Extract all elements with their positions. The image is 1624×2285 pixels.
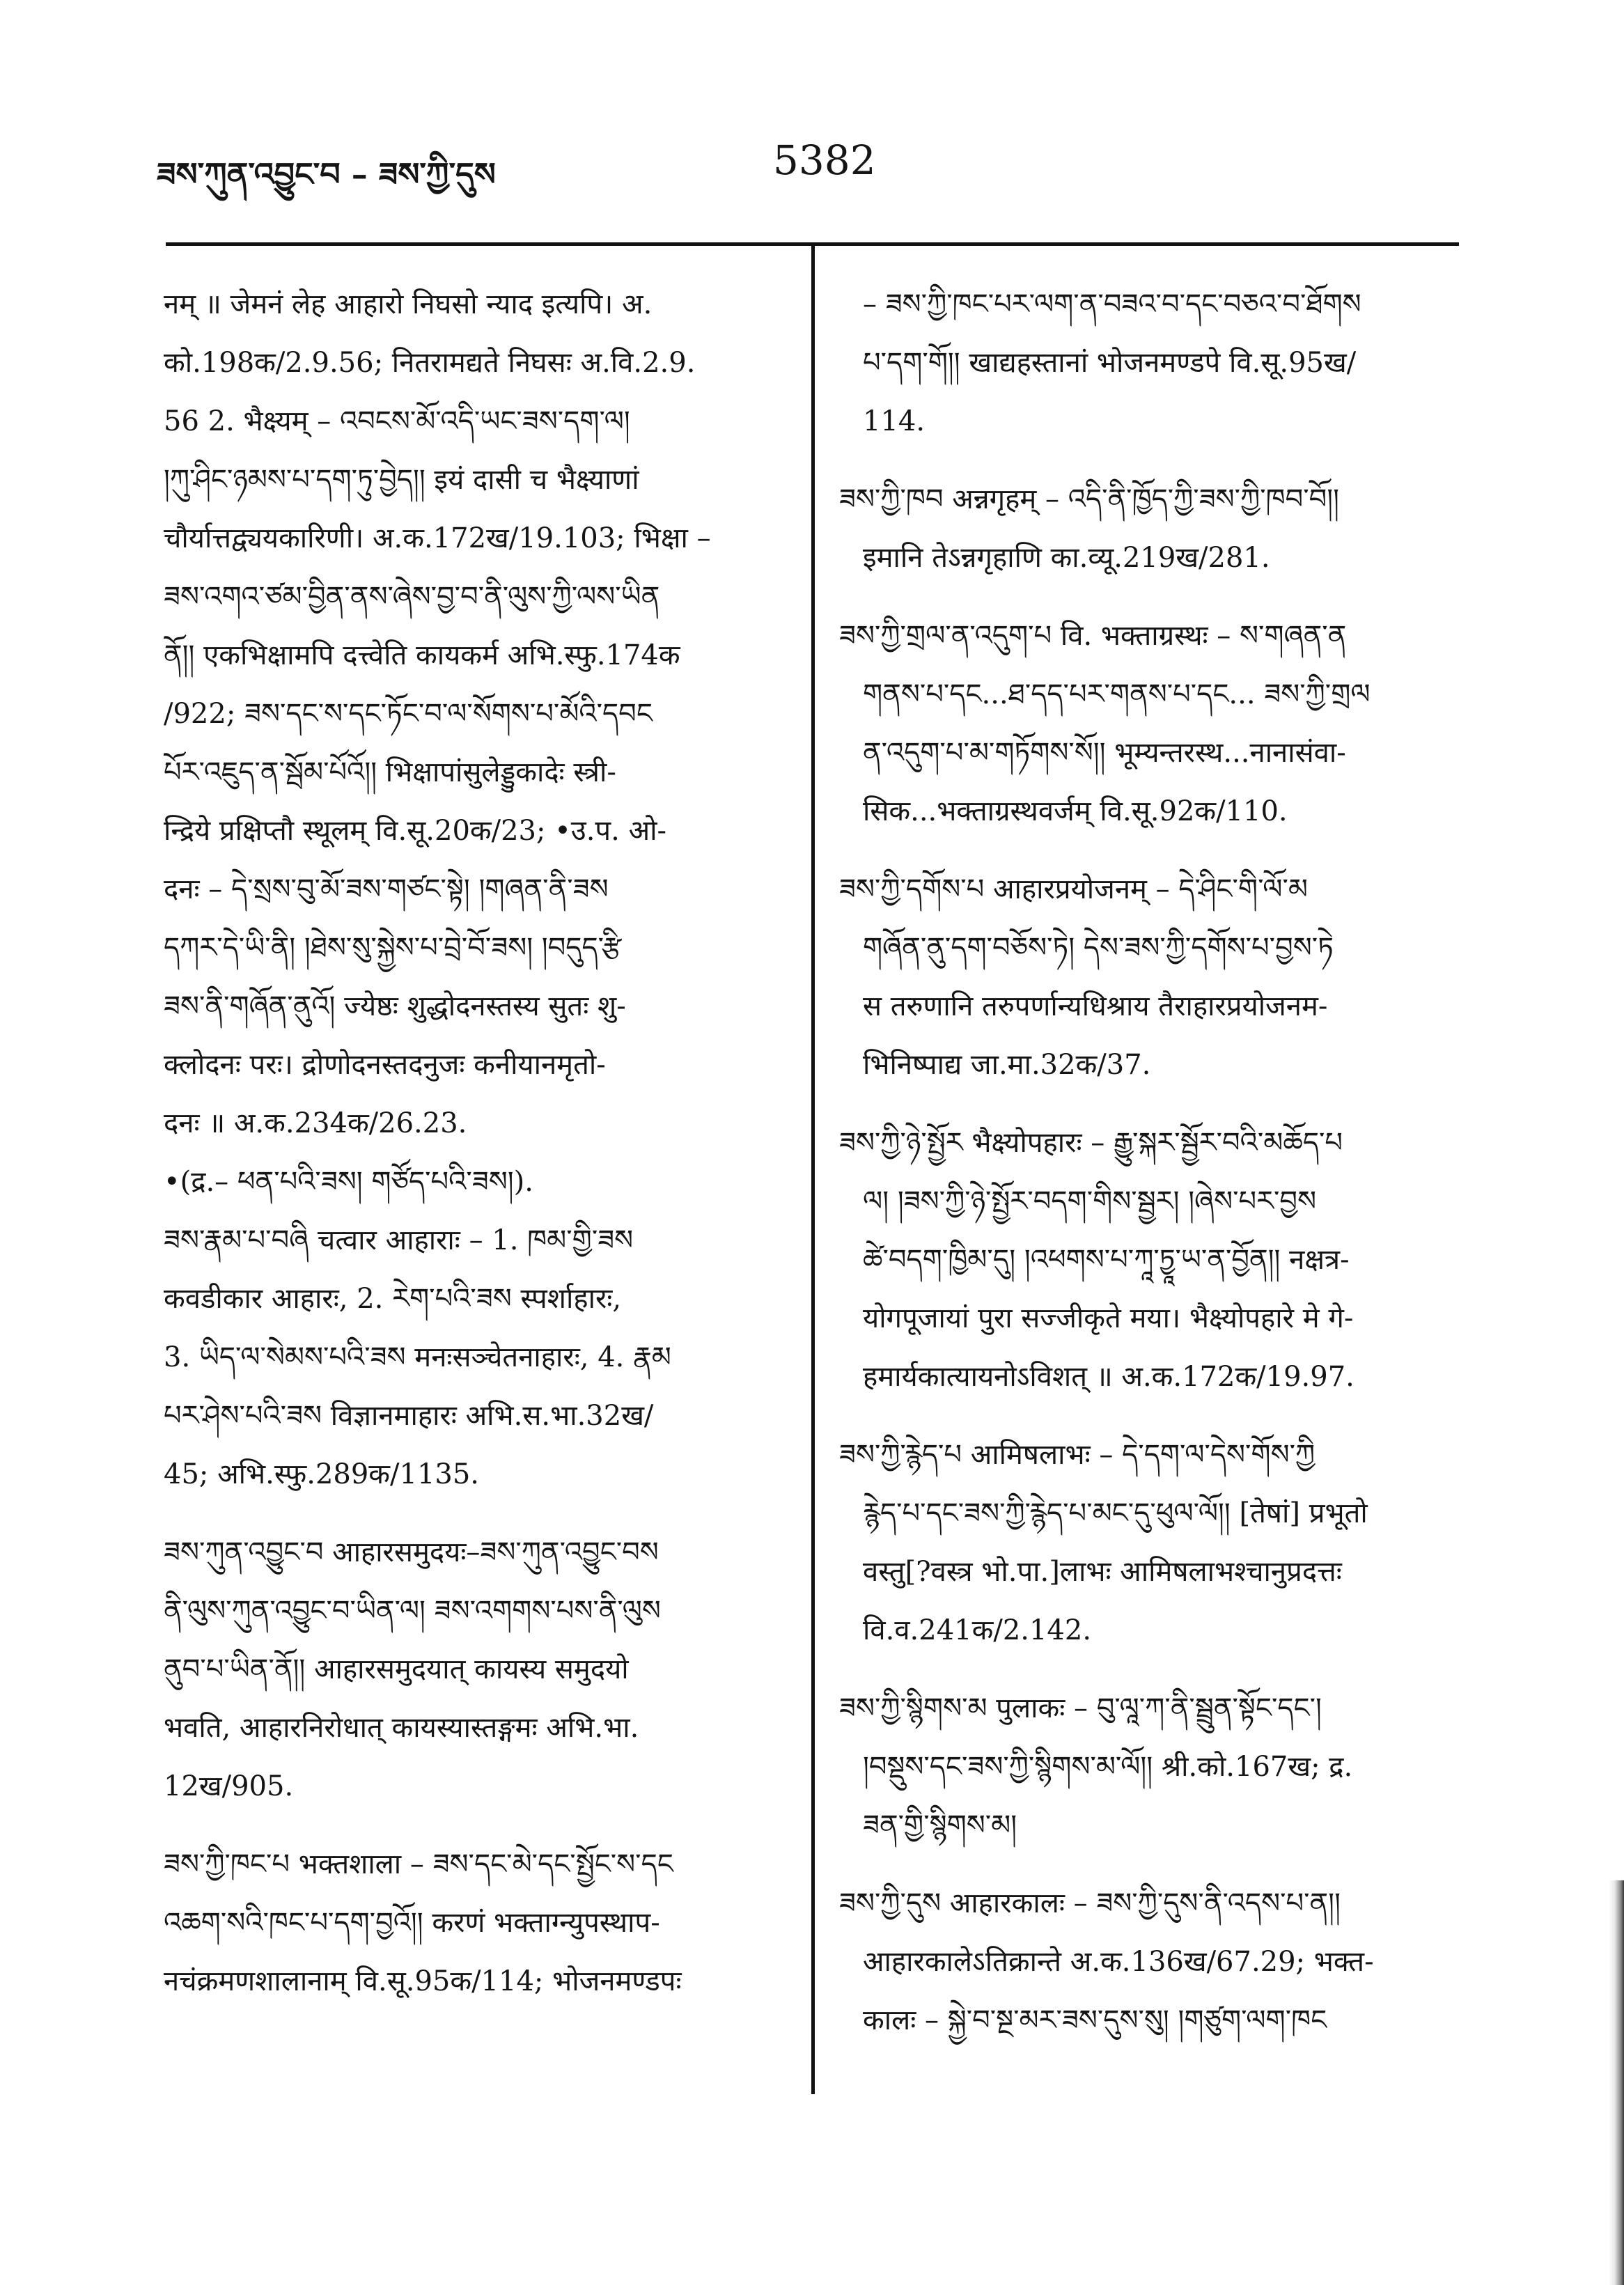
text-line: པོར་འཇུད་ན་སྦོམ་པོའོ།། भिक्षापांसुलेड्डुकादेः स्त्री- — [164, 756, 616, 788]
text-line: /922; ཟས་དང་ས་དང་ཏོང་བ་ལ་སོགས་པ་མོའི་དབང — [164, 698, 653, 730]
running-head: ཟས་ཀུན་འབྱུང་བ – ཟས་ཀྱི་དུས — [157, 155, 496, 193]
entry-gap — [164, 1816, 790, 1835]
text-line: རྙེད་པ་དང་ཟས་ཀྱི་རྙེད་པ་མང་དུ་ཕུལ་ལོ།། [तेषां] प्रभूतो — [863, 1497, 1368, 1529]
entry-headword-line: ཟས་ཀྱི་རྙེད་པ आमिषलाभः – དེ་དག་ལ་དེས་གོས་ཀྱི — [839, 1439, 1315, 1471]
text-line: དཀར་དེ་ཡི་ནི། །ཐེས་སུ་སྐྱེས་པ་བྲེ་བོ་ཟས། །བདུད་རྩི — [164, 932, 622, 964]
text-line: ན་འདུག་པ་མ་གཏོགས་སོ།། भूम्यन्तरस्थ...नानासंवा- — [863, 737, 1346, 769]
text-line: नम् ॥ जेमनं लेह आहारो निघसो न्याद इत्यपि। अ. — [164, 288, 653, 320]
text-line: གནས་པ་དང...ཐ་དད་པར་གནས་པ་དང... ཟས་ཀྱི་གྲལ — [863, 678, 1371, 710]
text-line: །བསྡུས་དང་ཟས་ཀྱི་སྙིགས་མ་ལོ།། श्री.को.167ख; द्र. — [863, 1751, 1353, 1783]
entry-headword-line: ཟས་ཀུན་འབྱུང་བ आहारसमुदयः–ཟས་ཀུན་འབྱུང་བས — [164, 1536, 659, 1568]
text-line: 3. ཡིད་ལ་སེམས་པའི་ཟས मनःसञ्चेतनाहारः, 4. རྣམ — [164, 1341, 671, 1373]
entry-headword-line: ཟས་རྣམ་པ་བཞི चत्वार आहाराः – 1. ཁམ་གྱི་ཟས — [164, 1224, 634, 1256]
entry-headword-line: ཟས་ཀྱི་གྲལ་ན་འདུག་པ वि. भक्ताग्रस्थः – ས་གཞན་ན — [839, 620, 1347, 652]
text-line: नचंक्रमणशालानाम् वि.सू.95क/114; भोजनमण्डपः — [164, 1965, 682, 1997]
text-line: आहारकालेऽतिक्रान्ते अ.क.136ख/67.29; भक्त- — [863, 1946, 1374, 1978]
entry-headword-line: ཟས་ཀྱི་དགོས་པ आहारप्रयोजनम् – དེ་ཤིང་གི་ལོ་མ — [839, 873, 1308, 905]
entry-gap — [839, 1406, 1459, 1426]
entry-gap — [839, 587, 1459, 607]
entry-gap — [839, 1855, 1459, 1874]
text-line: •(द्र.– ཕན་པའི་ཟས། གཙོད་པའི་ཟས།). — [164, 1166, 533, 1198]
text-line: – ཟས་ཀྱི་ཁང་པར་ལག་ན་བཟའ་བ་དང་བཅའ་བ་ཐོགས — [863, 288, 1361, 320]
text-line: ནོ།། एकभिक्षामपि दत्त्वेति कायकर्म अभि.स्फु.174क — [164, 639, 680, 671]
text-line: क्लोदनः परः। द्रोणोदनस्तदनुजः कनीयानमृतो- — [164, 1049, 606, 1081]
text-line: इमानि तेऽन्नगृहाणि का.व्यू.219ख/281. — [863, 542, 1270, 574]
text-line: भिनिष्पाद्य जा.मा.32क/37. — [863, 1049, 1151, 1081]
text-line: हमार्यकात्यायनोऽविशत् ॥ अ.क.172क/19.97. — [863, 1361, 1354, 1393]
text-line: सिक...भक्ताग्रस्थवर्जम् वि.सू.92क/110. — [863, 795, 1288, 827]
scan-edge — [1609, 1880, 1624, 2285]
text-line: 12ख/905. — [164, 1770, 294, 1802]
entry-headword-line: ཟས་ཀྱི་དུས आहारकालः – ཟས་ཀྱི་དུས་ནི་འདས་པ་ན།། — [839, 1887, 1341, 1919]
text-line: 114. — [863, 405, 926, 437]
entry-headword-line: ཟས་ཀྱི་ཁང་པ भक्तशाला – ཟས་དང་མེ་དང་སྤྱོང་ས་དང — [164, 1848, 673, 1880]
text-line: ཟན་གྱི་སྙིགས་མ། — [863, 1809, 1017, 1841]
text-line: པ་དག་གོ།། खाद्यहस्तानां भोजनमण्डपे वि.सू.95ख/ — [863, 347, 1357, 379]
text-line: ཚེ་བདག་ཁྱིམ་དུ། །འཕགས་པ་ཀཱ་ཏྱཱ་ཡ་ན་བྱོན།། नक्षत्र- — [863, 1244, 1350, 1276]
entry-gap — [839, 1660, 1459, 1679]
text-line: भवति, आहारनिरोधात् कायस्यास्तङ्गमः अभि.भा. — [164, 1712, 639, 1744]
entry-headword-line: ཟས་ཀྱི་ཁབ अन्नगृहम् – འདི་ནི་ཁྱོད་ཀྱི་ཟས་ཀྱི་ཁབ་བོ།། — [839, 483, 1340, 515]
entry-gap — [839, 841, 1459, 860]
text-line: स तरुणानि तरुपर्णान्यधिश्राय तैराहारप्रयोजनम- — [863, 990, 1328, 1022]
text-line: कवडीकार आहारः, 2. རེག་པའི་ཟས स्पर्शाहारः, — [164, 1283, 622, 1315]
text-line: ནི་ལུས་ཀུན་འབྱུང་བ་ཡིན་ལ། ཟས་འགགས་པས་ནི་ལུས — [164, 1595, 661, 1627]
text-line: གཞོན་ནུ་དག་བཅོས་ཏེ། དེས་ཟས་ཀྱི་དགོས་པ་བྱས་ཏེ — [863, 932, 1334, 964]
text-line: 56 2. भैक्ष्यम् – འབངས་མོ་འདི་ཡང་ཟས་དག་ལ། — [164, 405, 630, 437]
text-line: न्द्रिये प्रक्षिप्तौ स्थूलम् वि.सू.20क/23; •उ.प. ओ- — [164, 815, 667, 847]
text-line: པར་ཤེས་པའི་ཟས विज्ञानमाहारः अभि.स.भा.32ख/ — [164, 1400, 654, 1432]
text-line: 45; अभि.स्फु.289क/1135. — [164, 1458, 480, 1490]
text-line: འཆག་སའི་ཁང་པ་དག་བྱའོ།། करणं भक्ताग्न्युपस्थाप- — [164, 1907, 660, 1939]
text-line: को.198क/2.9.56; नितरामद्यते निघसः अ.वि.2.9. — [164, 347, 696, 379]
text-line: वि.व.241क/2.142. — [863, 1614, 1092, 1646]
text-line: ནུབ་པ་ཡིན་ནོ།། आहारसमुदयात् कायस्य समुदयो — [164, 1653, 629, 1685]
entry-gap — [839, 1094, 1459, 1114]
page-number: 5382 — [773, 137, 876, 184]
entry-gap — [164, 1504, 790, 1523]
text-line: दनः ॥ अ.क.234क/26.23. — [164, 1107, 467, 1139]
text-line: दनः – དེ་སྲས་བུ་མོ་ཟས་གཙང་སྟེ། །གཞན་ནི་ཟས — [164, 873, 609, 905]
text-line: वस्तु[?वस्त्र भो.पा.]लाभः आमिषलाभश्चानुप्रदत्तः — [863, 1556, 1342, 1588]
text-line: ཟས་ནི་གཞོན་ནུའོ། ज्येष्ठः शुद्धोदनस्तस्य सुतः शु- — [164, 990, 626, 1022]
entry-gap — [839, 451, 1459, 470]
column-divider — [811, 245, 815, 2094]
text-line: कालः – སྐྱེ་བ་སྔ་མར་ཟས་དུས་སུ། །གཙུག་ལག་ཁང — [863, 2004, 1327, 2036]
entry-headword-line: ཟས་ཀྱི་ཉེ་སྤྱོར भैक्ष्योपहारः – རྒྱུ་སྐར་སྦྱོར་བའི་མཆོད་པ — [839, 1127, 1343, 1159]
text-line: ལ། །ཟས་ཀྱི་ཉེ་སྤྱོར་བདག་གིས་སྦྱར། །ཞེས་པར་བྱས — [863, 1185, 1317, 1217]
text-line: ཟས་འགའ་ཙམ་བྱིན་ནས་ཞེས་བྱ་བ་ནི་ལུས་ཀྱི་ལས་ཡིན — [164, 581, 660, 613]
left-column — [164, 275, 790, 2011]
text-line: योगपूजायां पुरा सज्जीकृते मया। भैक्ष्योपहारे मे गे- — [863, 1302, 1354, 1334]
text-line: चौर्यात्तद्व्ययकारिणी। अ.क.172ख/19.103; भिक्षा – — [164, 522, 711, 554]
right-column — [839, 275, 1459, 2050]
text-line: །ཀུ་ཤིང་ཉམས་པ་དག་ཏུ་བྱེད།། इयं दासी च भैक्ष्याणां — [164, 464, 639, 496]
entry-headword-line: ཟས་ཀྱི་སྙིགས་མ पुलाकः – བུ་ལཱ་ཀ་ནི་སྦྲུན་སྟོང་དང་། — [839, 1692, 1322, 1724]
